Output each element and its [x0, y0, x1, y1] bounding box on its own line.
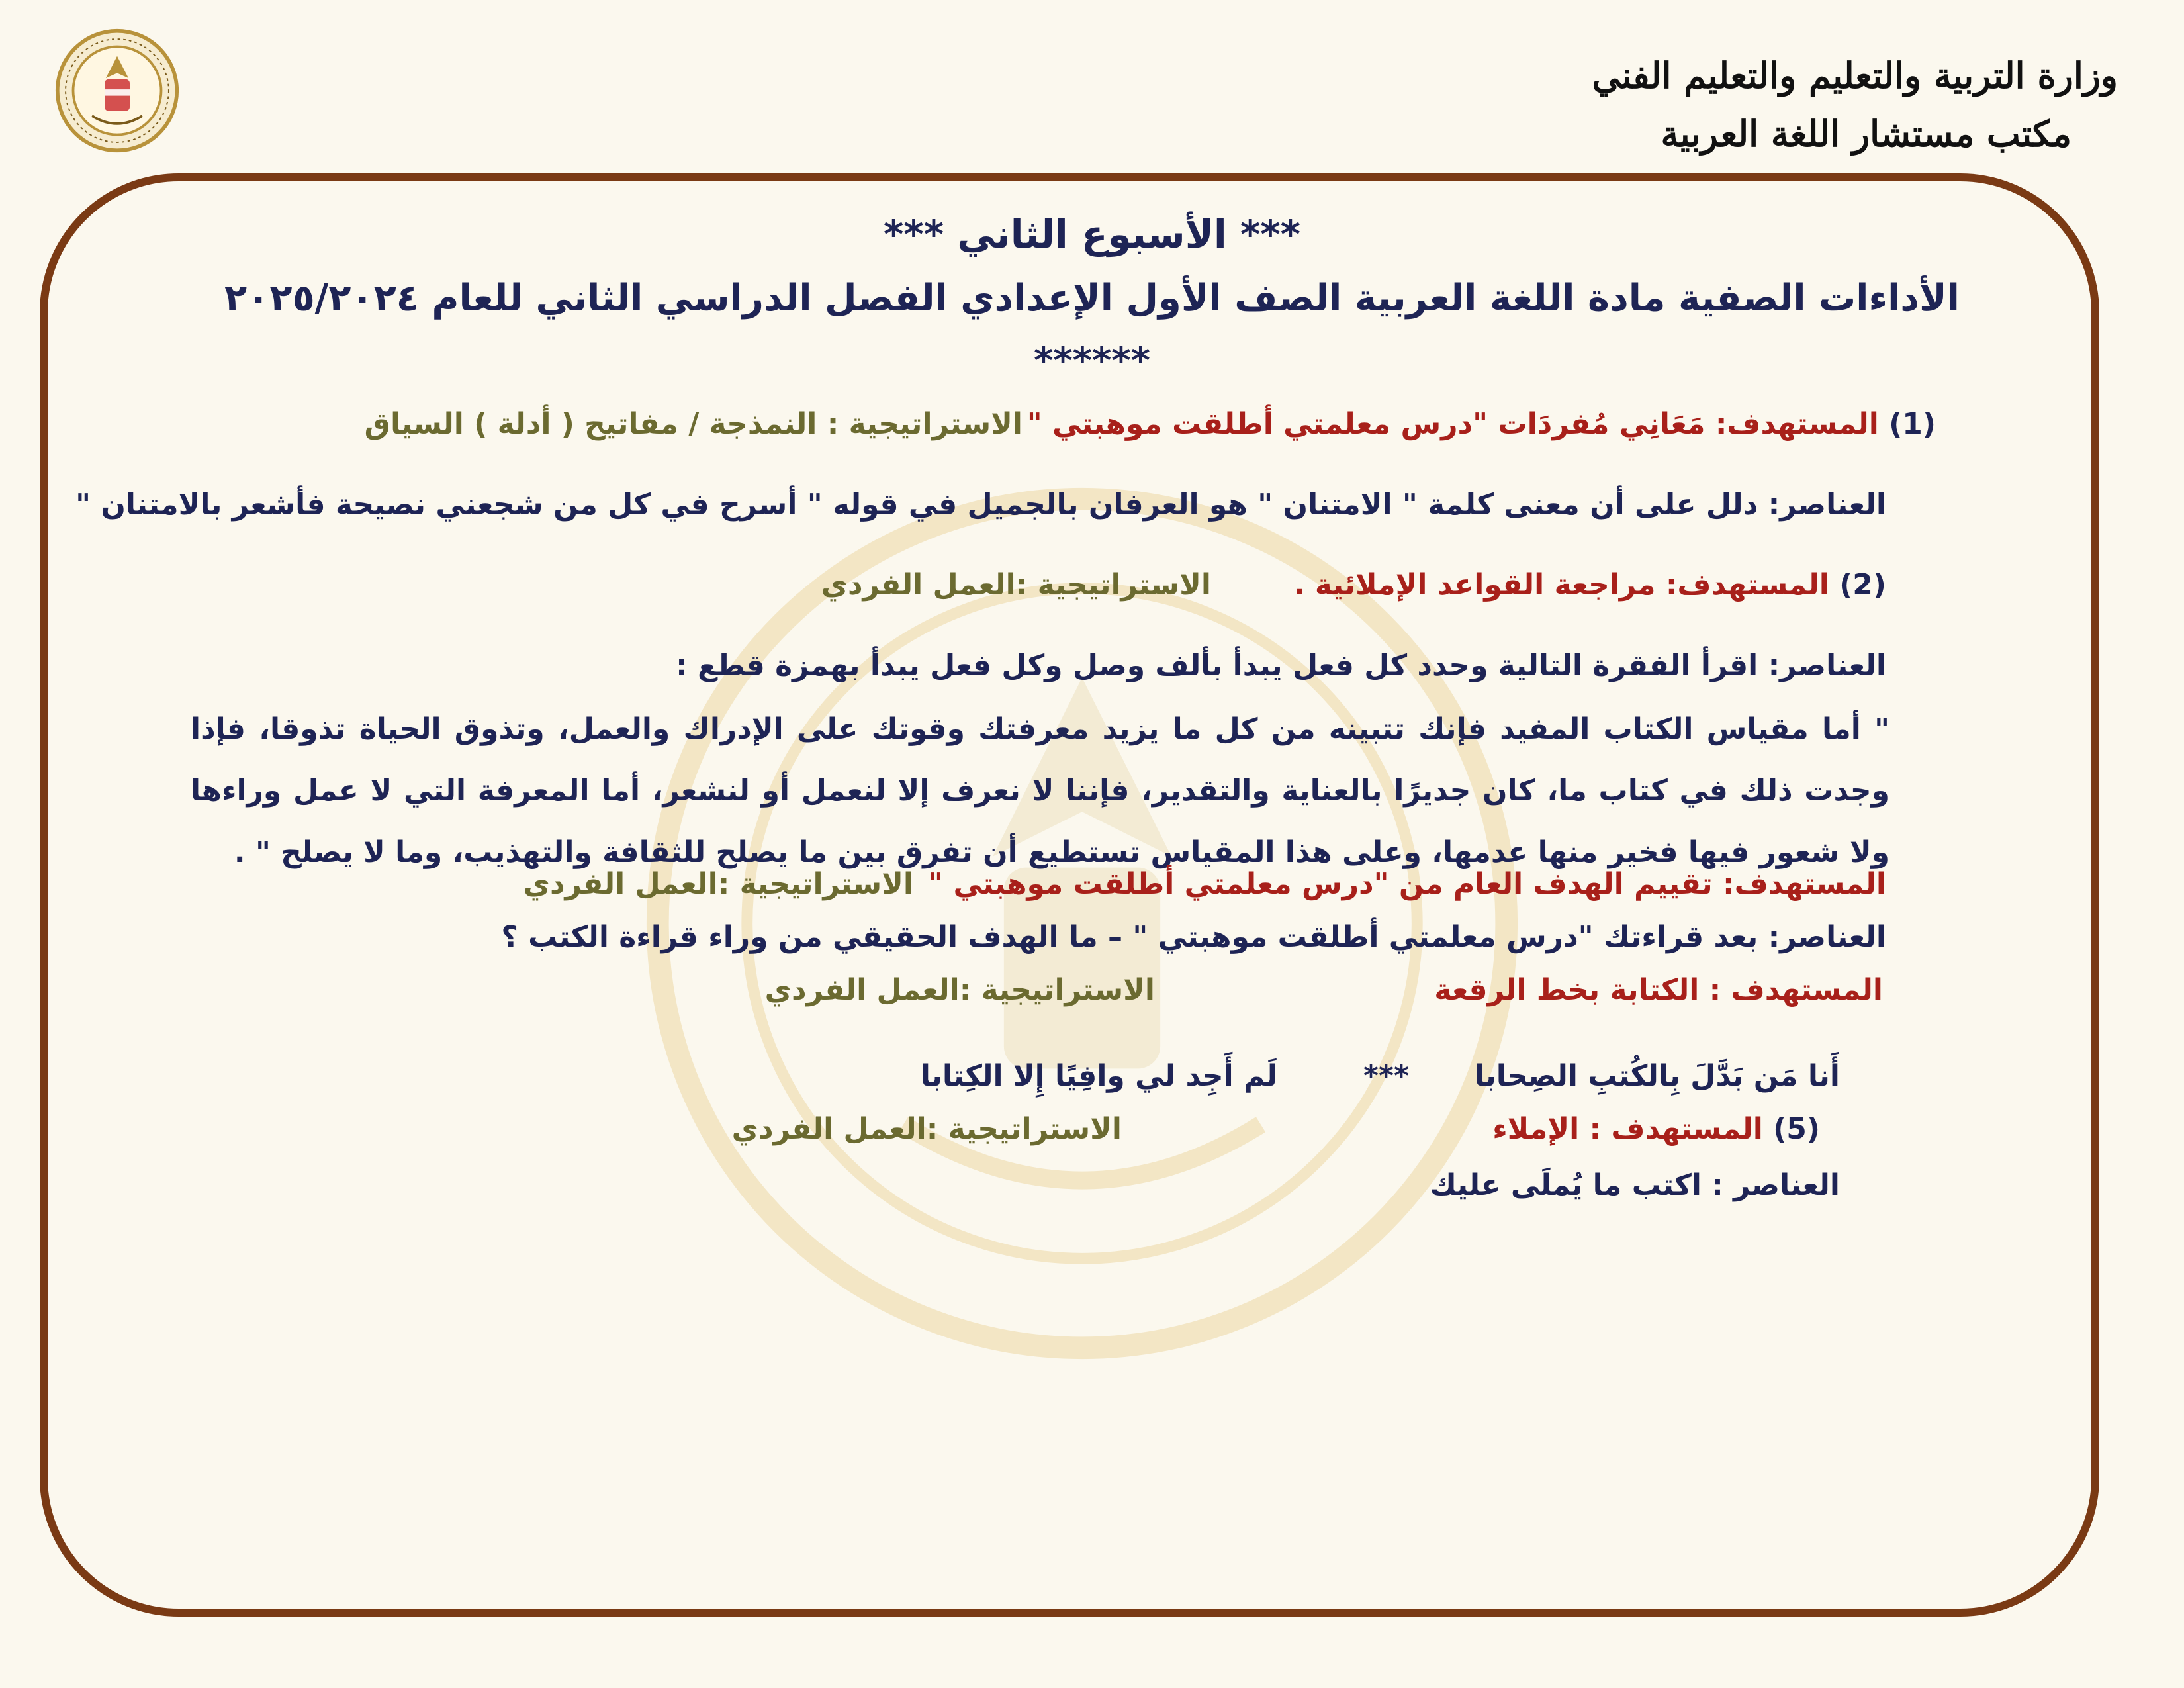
ministry-name: وزارة التربية والتعليم والتعليم الفني: [1592, 54, 2118, 97]
target-2-label: المستهدف:: [1665, 568, 1829, 602]
target-1-row: [1027, 407, 1936, 441]
target-5-row: [1492, 1112, 1820, 1146]
strategy-4: الاستراتيجية :العمل الفردي: [764, 973, 1155, 1007]
ministry-seal-icon: [54, 28, 180, 154]
target-5-number: (5): [1773, 1112, 1820, 1146]
elements-5: العناصر : اكتب ما يُملَى عليك: [1430, 1168, 1840, 1202]
poem-verse-left: لَم أَجِد لي وافِيًا إِلا الكِتابا: [920, 1059, 1277, 1093]
strategy-3: الاستراتيجية :العمل الفردي: [523, 867, 913, 901]
stars-divider: ******: [1034, 340, 1150, 383]
strategy-5: الاستراتيجية :العمل الفردي: [731, 1112, 1122, 1146]
poem-verse-right: أَنا مَن بَدَّلَ بِالكُتبِ الصِحابا: [1474, 1059, 1840, 1093]
elements-2: العناصر: اقرأ الفقرة التالية وحدد كل فعل يبدأ بألف وصل وكل فعل يبدأ بهمزة قطع :: [676, 649, 1886, 682]
strategy-2: الاستراتيجية :العمل الفردي: [821, 568, 1211, 602]
elements-3: العناصر: بعد قراءتك "درس معلمتي أطلقت موهبتي " – ما الهدف الحقيقي من وراء قراءة الكتب ؟: [501, 920, 1886, 954]
target-2-row: [1294, 568, 1886, 602]
target-3-row: [928, 867, 1886, 901]
poem-separator: ***: [1363, 1059, 1410, 1093]
target-2-text: مراجعة القواعد الإملائية .: [1293, 568, 1656, 602]
strategy-1: الاستراتيجية : النمذجة / مفاتيح ( أدلة ) السياق: [364, 407, 1023, 441]
target-1-label: المستهدف:: [1715, 407, 1879, 441]
target-2-number: (2): [1839, 568, 1886, 602]
target-3-text: "درس معلمتي أطلقت موهبتي ": [928, 867, 1389, 901]
page-subtitle: الأداءات الصفية مادة اللغة العربية الصف الأول الإعدادي الفصل الدراسي الثاني للعام ٢٠٢٥/٢٠٢٤: [224, 277, 1960, 320]
office-name: مكتب مستشار اللغة العربية: [1661, 113, 2071, 155]
reading-paragraph: " أما مقياس الكتاب المفيد فإنك تتبينه من كل ما يزيد معرفتك وقوتك على الإدراك والعمل، وتذوق الحياة تذوقا، فإذا وجدت ذلك في كتاب ما، كان جديرًا بالعناية والتقدير، فإننا لا نعرف إلا لنعمل أو لنشعر، أما المعرفة التي لا عمل وراءها ولا شعور فيها فخير منها عدمها، وعلى هذا المقياس تستطيع أن تفرق بين ما يصلح للثقافة والتهذيب، وما لا يصلح " .: [191, 712, 1889, 869]
target-5-label: المستهدف : الإملاء: [1492, 1112, 1763, 1146]
target-1-number: (1): [1889, 407, 1936, 441]
target-3-label: المستهدف: تقييم الهدف العام من: [1398, 867, 1886, 901]
week-title: *** الأسبوع الثاني ***: [884, 212, 1300, 257]
ministry-header: [1592, 46, 2118, 163]
elements-1: العناصر: دلل على أن معنى كلمة " الامتنان " هو العرفان بالجميل في قوله " أسرح في كل من شجعني نصيحة فأشعر بالامتنان ": [75, 488, 1886, 522]
target-4-label: المستهدف : الكتابة بخط الرقعة: [1434, 973, 1883, 1007]
target-1-text: مَعَانِي مُفردَات "درس معلمتي أطلقت موهبتي ": [1026, 407, 1706, 441]
